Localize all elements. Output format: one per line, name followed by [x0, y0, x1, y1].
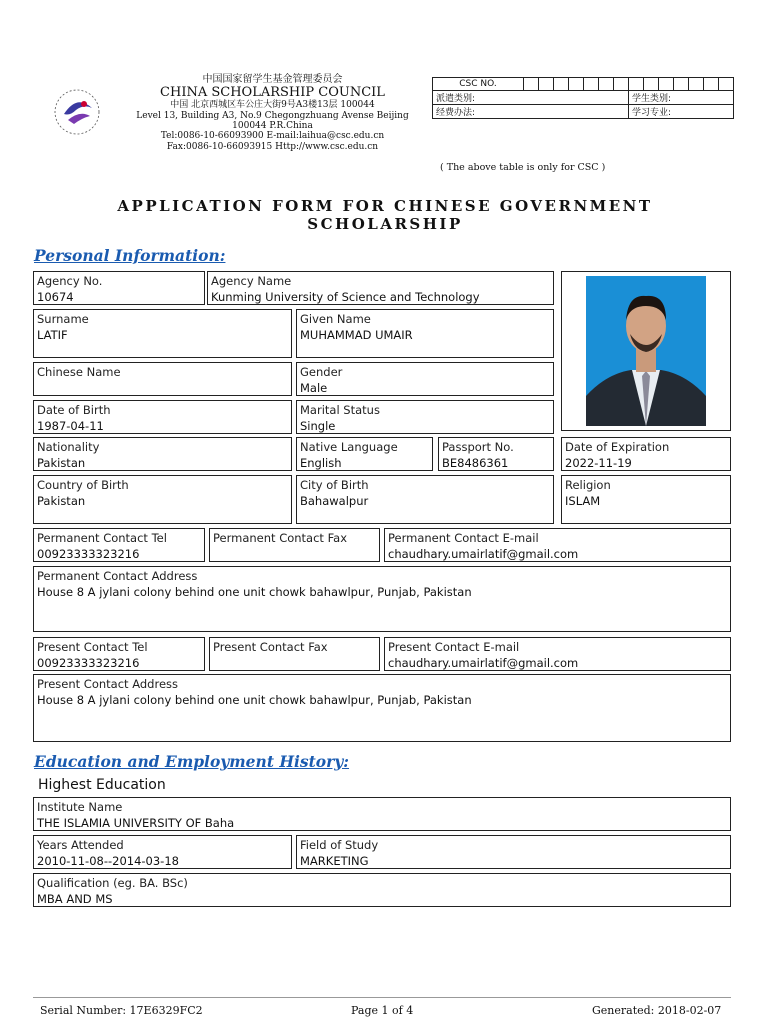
csc-table-note: ( The above table is only for CSC ) [440, 162, 606, 173]
pres-tel-field: Present Contact Tel 00923333323216 [33, 637, 205, 671]
en-address-1: Level 13, Building A3, No.9 Chegongzhuang Avense Beijing [136, 111, 409, 121]
student-type-label: 学生类别: [629, 91, 734, 105]
page-number: Page 1 of 4 [351, 1004, 414, 1017]
chinese-name-field: Chinese Name [33, 362, 292, 396]
major-label: 学习专业: [629, 105, 734, 119]
surname-field: Surname LATIF [33, 309, 292, 358]
perm-tel-field: Permanent Contact Tel 00923333323216 [33, 528, 205, 562]
perm-address-field: Permanent Contact Address House 8 A jylani colony behind one unit chowk bahawlpur, Punjab, Pakistan [33, 566, 731, 632]
personal-info-heading: Personal Information: [34, 246, 226, 265]
dispatch-label: 派遣类别: [433, 91, 629, 105]
perm-email-field: Permanent Contact E-mail chaudhary.umairlatif@gmail.com [384, 528, 731, 562]
fax-line: Fax:0086-10-66093915 Http://www.csc.edu.cn [166, 142, 379, 152]
marital-field: Marital Status Single [296, 400, 554, 434]
years-field: Years Attended 2010-11-08--2014-03-18 [33, 835, 292, 869]
nationality-field: Nationality Pakistan [33, 437, 292, 471]
country-birth-field: Country of Birth Pakistan [33, 475, 292, 524]
pres-address-field: Present Contact Address House 8 A jylani colony behind one unit chowk bahawlpur, Punjab, Pakistan [33, 674, 731, 742]
perm-fax-field: Permanent Contact Fax [209, 528, 380, 562]
qualification-field: Qualification (eg. BA. BSc) MBA AND MS [33, 873, 731, 907]
highest-education-subheading: Highest Education [38, 777, 166, 793]
pres-fax-field: Present Contact Fax [209, 637, 380, 671]
city-birth-field: City of Birth Bahawalpur [296, 475, 554, 524]
pres-email-field: Present Contact E-mail chaudhary.umairlatif@gmail.com [384, 637, 731, 671]
en-title: CHINA SCHOLARSHIP COUNCIL [160, 85, 385, 100]
generated-date: Generated: 2018-02-07 [592, 1004, 722, 1017]
form-title-line1: APPLICATION FORM FOR CHINESE GOVERNMENT [117, 197, 653, 215]
footer-rule [33, 997, 731, 998]
passport-field: Passport No. BE8486361 [438, 437, 554, 471]
expiration-field: Date of Expiration 2022-11-19 [561, 437, 731, 471]
cn-title: 中国国家留学生基金管理委员会 [202, 74, 343, 85]
applicant-photo [586, 276, 706, 426]
serial-number: Serial Number: 17E6329FC2 [40, 1004, 203, 1017]
dob-field: Date of Birth 1987-04-11 [33, 400, 292, 434]
agency-name-field: Agency Name Kunming University of Science and Technology [207, 271, 554, 305]
csc-table [432, 77, 734, 119]
given-name-field: Given Name MUHAMMAD UMAIR [296, 309, 554, 358]
csc-logo [40, 80, 114, 144]
tel-line: Tel:0086-10-66093900 E-mail:laihua@csc.edu.cn [160, 131, 385, 141]
field-of-study-field: Field of Study MARKETING [296, 835, 731, 869]
gender-field: Gender Male [296, 362, 554, 396]
native-language-field: Native Language English [296, 437, 433, 471]
form-title-line2: SCHOLARSHIP [307, 215, 463, 233]
institute-field: Institute Name THE ISLAMIA UNIVERSITY OF Baha [33, 797, 731, 831]
agency-no-field: Agency No. 10674 [33, 271, 205, 305]
cn-address: 中国 北京西城区车公庄大街9号A3楼13层 100044 [170, 100, 375, 110]
religion-field: Religion ISLAM [561, 475, 731, 524]
en-address-2: 100044 P.R.China [232, 121, 313, 131]
photo-frame [561, 271, 731, 431]
education-heading: Education and Employment History: [34, 752, 350, 771]
csc-no-label: CSC NO. [433, 78, 524, 91]
funding-label: 经费办法: [433, 105, 629, 119]
